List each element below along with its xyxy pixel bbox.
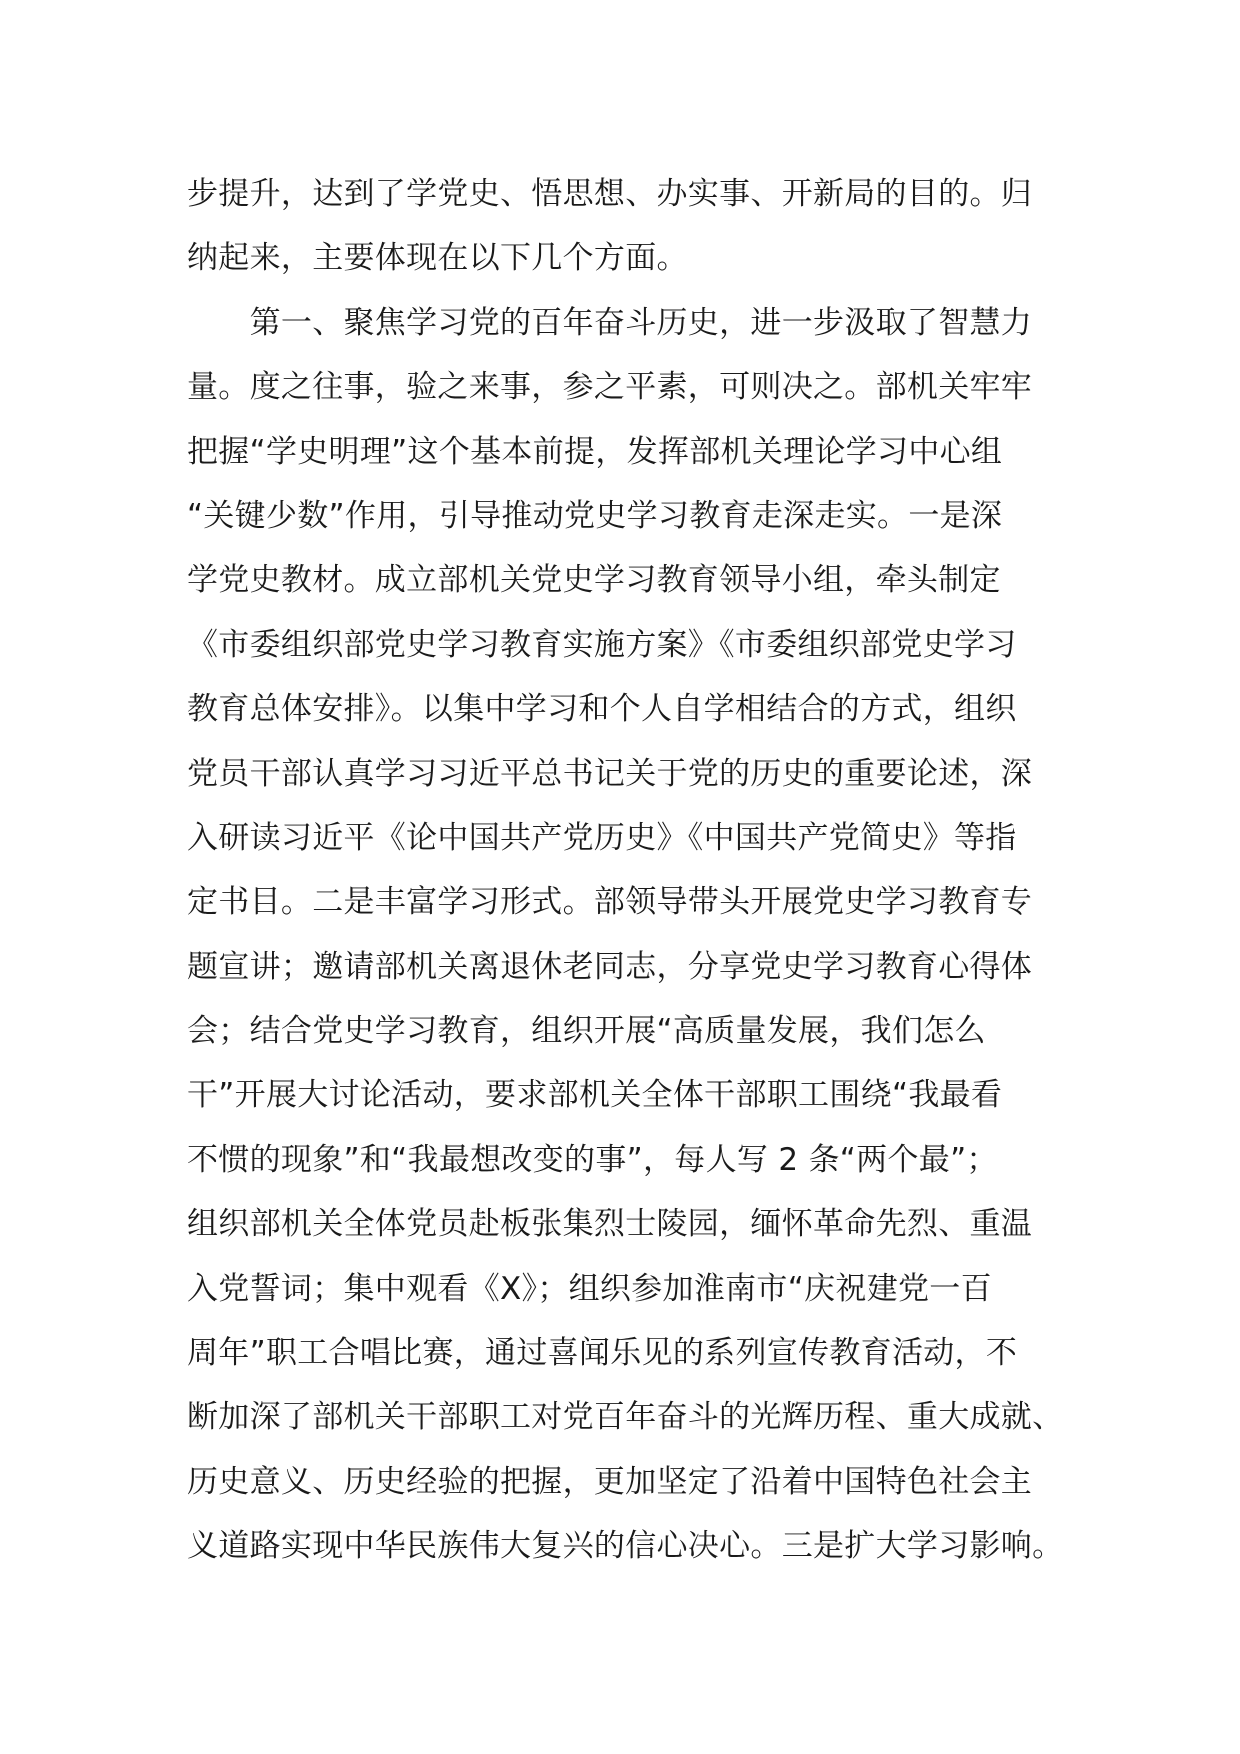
body-text [187, 162, 1087, 1579]
text-line: 把握“学史明理”这个基本前提，发挥部机关理论学习中心组 [187, 433, 1003, 470]
text-line: 学党史教材。成立部机关党史学习教育领导小组，牵头制定 [187, 562, 1001, 599]
text-line: 断加深了部机关干部职工对党百年奋斗的光辉历程、重大成就、 [187, 1399, 1064, 1436]
text-line: 历史意义、历史经验的把握，更加坚定了沿着中国特色社会主 [187, 1463, 1033, 1500]
text-line: 题宣讲；邀请部机关离退休老同志，分享党史学习教育心得体 [187, 948, 1033, 985]
text-line: 步提升，达到了学党史、悟思想、办实事、开新局的目的。归 [187, 176, 1033, 212]
text-line: 《市委组织部党史学习教育实施方案》《市委组织部党史学习 [187, 626, 1017, 663]
text-line: 第一、聚焦学习党的百年奋斗历史，进一步汲取了智慧力 [187, 304, 1033, 341]
text-line: 党员干部认真学习习近平总书记关于党的历史的重要论述，深 [187, 755, 1033, 792]
text-line: 周年”职工合唱比赛，通过喜闻乐见的系列宣传教育活动，不 [187, 1335, 1018, 1372]
text-line: 纳起来，主要体现在以下几个方面。 [187, 240, 688, 277]
text-line: 入研读习近平《论中国共产党历史》《中国共产党简史》等指 [187, 819, 1017, 856]
text-line: 量。度之往事，验之来事，参之平素，可则决之。部机关牢牢 [187, 369, 1033, 406]
text-line: 不惯的现象”和“我最想改变的事”，每人写 2 条“两个最”； [187, 1141, 998, 1178]
text-line: 会；结合党史学习教育，组织开展“高质量发展，我们怎么 [187, 1013, 986, 1050]
text-line: 教育总体安排》。以集中学习和个人自学相结合的方式，组织 [187, 691, 1017, 728]
text-line: 义道路实现中华民族伟大复兴的信心决心。三是扩大学习影响。 [187, 1528, 1064, 1565]
text-line: 干”开展大讨论活动，要求部机关全体干部职工围绕“我最看 [187, 1077, 1003, 1114]
text-line: 定书目。二是丰富学习形式。部领导带头开展党史学习教育专 [187, 884, 1033, 921]
text-line: 入党誓词；集中观看《X》；组织参加淮南市“庆祝建党一百 [187, 1270, 992, 1307]
text-line: “关键少数”作用，引导推动党史学习教育走深走实。一是深 [187, 497, 1003, 534]
text-line: 组织部机关全体党员赴板张集烈士陵园，缅怀革命先烈、重温 [187, 1206, 1033, 1243]
